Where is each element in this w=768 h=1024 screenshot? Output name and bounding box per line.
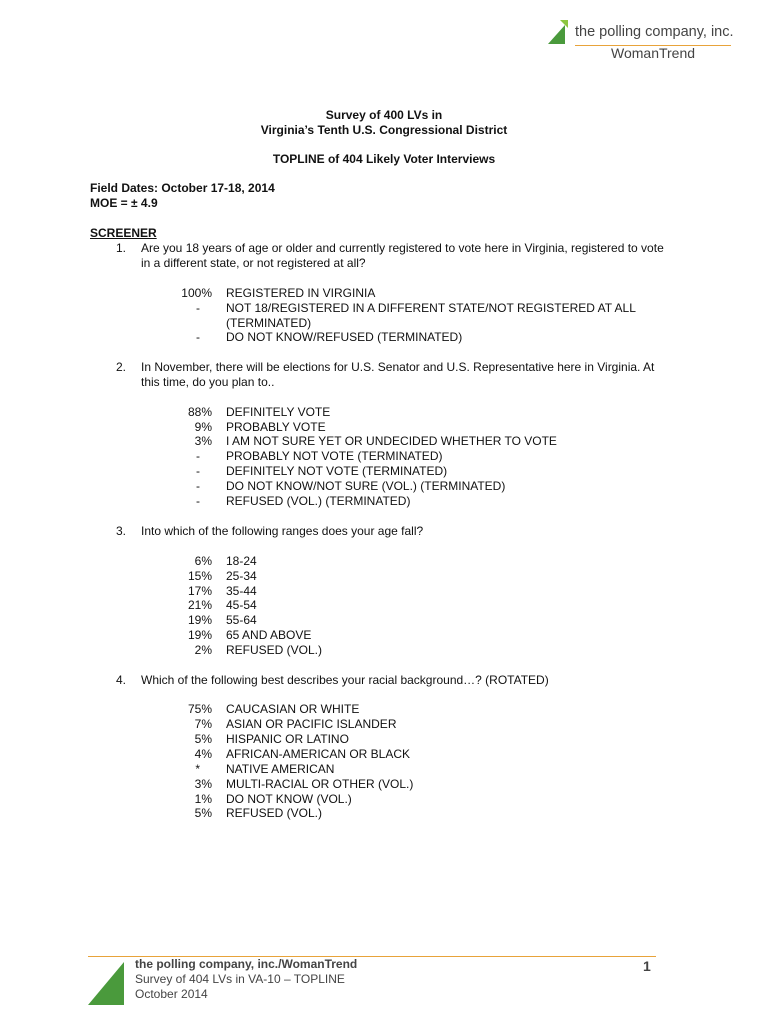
question-text: Into which of the following ranges does your age fall?	[141, 524, 424, 538]
answer-label: 35-44	[226, 584, 257, 598]
answer-percent: -	[196, 479, 200, 493]
logo-company-name: the polling company, inc.	[575, 24, 734, 40]
answer-percent: -	[196, 464, 200, 478]
answer-percent: 17%	[187, 584, 212, 598]
answer-percent: 19%	[187, 628, 212, 642]
answer-percent: *	[195, 762, 200, 776]
question-text: Which of the following best describes your racial background…? (ROTATED)	[141, 673, 549, 687]
company-logo	[548, 18, 734, 66]
answer-percent: 3%	[194, 777, 212, 791]
answer-label: REFUSED (VOL.) (TERMINATED)	[226, 494, 411, 508]
answer-label: NATIVE AMERICAN	[226, 762, 335, 776]
logo-brand-name: WomanTrend	[611, 45, 696, 61]
answer-percent: 100%	[181, 286, 212, 300]
answer-label: MULTI-RACIAL OR OTHER (VOL.)	[226, 777, 414, 791]
page-footer	[88, 952, 668, 1012]
answer-label: 55-64	[226, 613, 257, 627]
answer-percent: 2%	[194, 643, 212, 657]
answer-label: REFUSED (VOL.)	[226, 643, 323, 657]
answer-label: PROBABLY VOTE	[226, 420, 326, 434]
document-title-line-1: Survey of 400 LVs in	[325, 108, 443, 122]
answer-label: DO NOT KNOW/REFUSED (TERMINATED)	[226, 330, 463, 344]
answer-percent: 9%	[194, 420, 212, 434]
answer-percent: 88%	[187, 405, 212, 419]
answer-label: REFUSED (VOL.)	[226, 806, 323, 820]
answer-label: DO NOT KNOW (VOL.)	[226, 792, 352, 806]
answer-label: 18-24	[226, 554, 257, 568]
answer-percent: 3%	[194, 434, 212, 448]
question-text: In November, there will be elections for U.S. Senator and U.S. Representative here in Virginia. At this time, do you plan to..	[141, 360, 655, 389]
answer-percent: 5%	[194, 806, 212, 820]
answer-label: DEFINITELY NOT VOTE (TERMINATED)	[226, 464, 448, 478]
answer-percent: 6%	[194, 554, 212, 568]
answer-percent: 75%	[187, 702, 212, 716]
answer-percent: 19%	[187, 613, 212, 627]
footer-survey: Survey of 404 LVs in VA-10 – TOPLINE	[135, 972, 345, 986]
answer-label: DEFINITELY VOTE	[226, 405, 331, 419]
triangle-logo-icon	[548, 20, 572, 44]
footer-company: the polling company, inc./WomanTrend	[135, 957, 358, 971]
footer-date: October 2014	[135, 987, 208, 1001]
answer-label: HISPANIC OR LATINO	[226, 732, 349, 746]
footer-triangle-logo-icon	[88, 958, 132, 1006]
answer-label: AFRICAN-AMERICAN OR BLACK	[226, 747, 411, 761]
answer-label: ASIAN OR PACIFIC ISLANDER	[226, 717, 397, 731]
question-number: 2.	[116, 360, 127, 374]
answer-label: PROBABLY NOT VOTE (TERMINATED)	[226, 449, 443, 463]
question-number: 4.	[116, 673, 127, 687]
answer-percent: 5%	[194, 732, 212, 746]
section-heading: SCREENER	[90, 226, 157, 240]
margin-of-error: MOE = ± 4.9	[90, 196, 158, 210]
question-number: 3.	[116, 524, 127, 538]
answer-label: REGISTERED IN VIRGINIA	[226, 286, 376, 300]
answer-percent: -	[196, 301, 200, 315]
answer-label: I AM NOT SURE YET OR UNDECIDED WHETHER TO VOTE	[226, 434, 557, 448]
question-number: 1.	[116, 241, 127, 255]
answer-percent: 1%	[194, 792, 212, 806]
answer-percent: 4%	[194, 747, 212, 761]
answer-percent: -	[196, 494, 200, 508]
answer-label: NOT 18/REGISTERED IN A DIFFERENT STATE/NOT REGISTERED AT ALL (TERMINATED)	[226, 301, 636, 330]
answer-percent: -	[196, 449, 200, 463]
document-title-line-2: Virginia’s Tenth U.S. Congressional District	[260, 123, 508, 137]
answer-label: 65 AND ABOVE	[226, 628, 312, 642]
answer-percent: 7%	[194, 717, 212, 731]
document-subtitle: TOPLINE of 404 Likely Voter Interviews	[272, 152, 496, 166]
answer-percent: -	[196, 330, 200, 344]
answer-label: CAUCASIAN OR WHITE	[226, 702, 360, 716]
page-number: 1	[643, 958, 651, 974]
answer-label: 45-54	[226, 598, 257, 612]
answer-label: DO NOT KNOW/NOT SURE (VOL.) (TERMINATED)	[226, 479, 506, 493]
field-dates: Field Dates: October 17-18, 2014	[90, 181, 275, 195]
answer-percent: 21%	[187, 598, 212, 612]
answer-percent: 15%	[187, 569, 212, 583]
answer-label: 25-34	[226, 569, 257, 583]
question-text: Are you 18 years of age or older and currently registered to vote here in Virginia, registered to vote in a different state, or not registered at all?	[141, 241, 664, 270]
